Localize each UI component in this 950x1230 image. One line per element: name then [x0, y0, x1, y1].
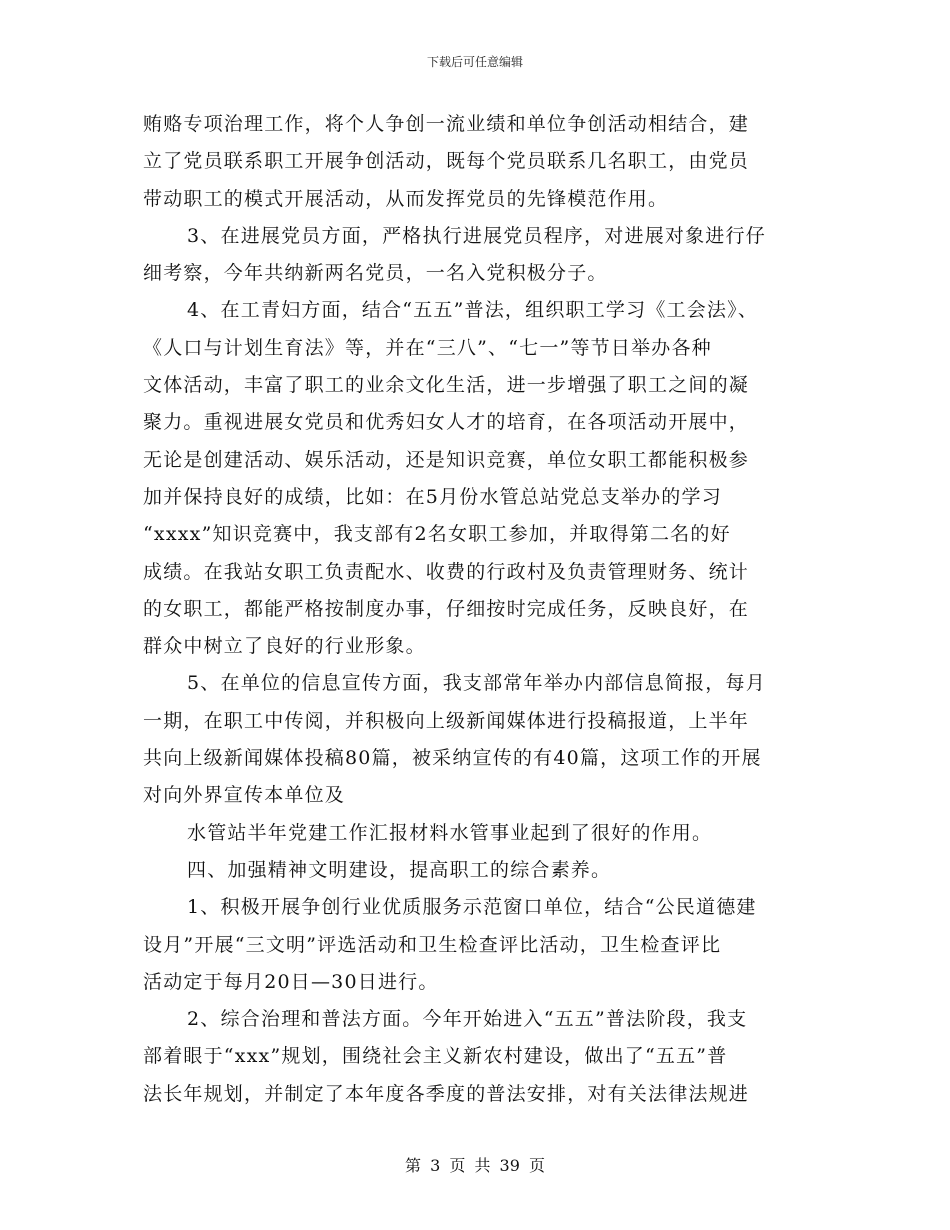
body-line: 4、在工青妇方面，结合“五五”普法，组织职工学习《工会法》、: [187, 299, 759, 322]
body-line: 1、积极开展争创行业优质服务示范窗口单位，结合“公民道德建: [187, 896, 757, 919]
body-line: “xxxx”知识竞赛中，我支部有2名女职工参加，并取得第二名的好: [143, 523, 731, 546]
page-number-footer: 第 3 页 共 39 页: [405, 1156, 545, 1175]
body-line: 加并保持良好的成绩，比如：在5月份水管总站党总支举办的学习: [143, 485, 722, 508]
body-line: 文体活动，丰富了职工的业余文化生活，进一步增强了职工之间的凝: [143, 374, 750, 397]
body-line: 立了党员联系职工开展争创活动，既每个党员联系几名职工，由党员: [143, 150, 750, 173]
body-line: 5、在单位的信息宣传方面，我支部常年举办内部信息简报，每月: [187, 672, 766, 695]
body-line: 设月”开展“三文明”评选活动和卫生检查评比活动，卫生检查评比: [143, 933, 722, 956]
body-line: 活动定于每月20日—30日进行。: [143, 970, 439, 993]
body-line: 对向外界宣传本单位及: [143, 784, 346, 807]
body-line: 聚力。重视进展女党员和优秀妇女人才的培育，在各项活动开展中，: [143, 411, 750, 434]
body-line: 一期，在职工中传阅，并积极向上级新闻媒体进行投稿报道，上半年: [143, 709, 750, 732]
body-line: 成绩。在我站女职工负责配水、收费的行政村及负责管理财务、统计: [143, 560, 750, 583]
page-header-note: 下载后可任意编辑: [426, 55, 523, 69]
body-line: 共向上级新闻媒体投稿80篇，被采纳宣传的有40篇，这项工作的开展: [143, 747, 762, 770]
body-line: 水管站半年党建工作汇报材料水管事业起到了很好的作用。: [187, 821, 713, 844]
body-line: 贿赂专项治理工作，将个人争创一流业绩和单位争创活动相结合，建: [143, 113, 750, 135]
body-line: 细考察，今年共纳新两名党员，一名入党积极分子。: [143, 262, 608, 285]
body-line: 法长年规划，并制定了本年度各季度的普法安排，对有关法律法规进: [143, 1082, 750, 1105]
body-line: 无论是创建活动、娱乐活动，还是知识竞赛，单位女职工都能积极参: [143, 448, 750, 471]
body-line: 《人口与计划生育法》等，并在“三八”、“七一”等节日举办各种: [143, 336, 712, 359]
body-line: 群众中树立了良好的行业形象。: [143, 635, 426, 658]
body-line: 的女职工，都能严格按制度办事，仔细按时完成任务，反映良好，在: [143, 597, 750, 620]
body-line: 带动职工的模式开展活动，从而发挥党员的先锋模范作用。: [143, 187, 669, 210]
document-body: [143, 106, 823, 1113]
body-line: 3、在进展党员方面，严格执行进展党员程序，对进展对象进行仔: [187, 224, 766, 247]
body-line: 2、综合治理和普法方面。今年开始进入“五五”普法阶段，我支: [187, 1008, 748, 1031]
body-line: 四、加强精神文明建设，提高职工的综合素养。: [187, 858, 612, 881]
body-line: 部着眼于“xxx”规划，围绕社会主义新农村建设，做出了“五五”普: [143, 1045, 728, 1068]
